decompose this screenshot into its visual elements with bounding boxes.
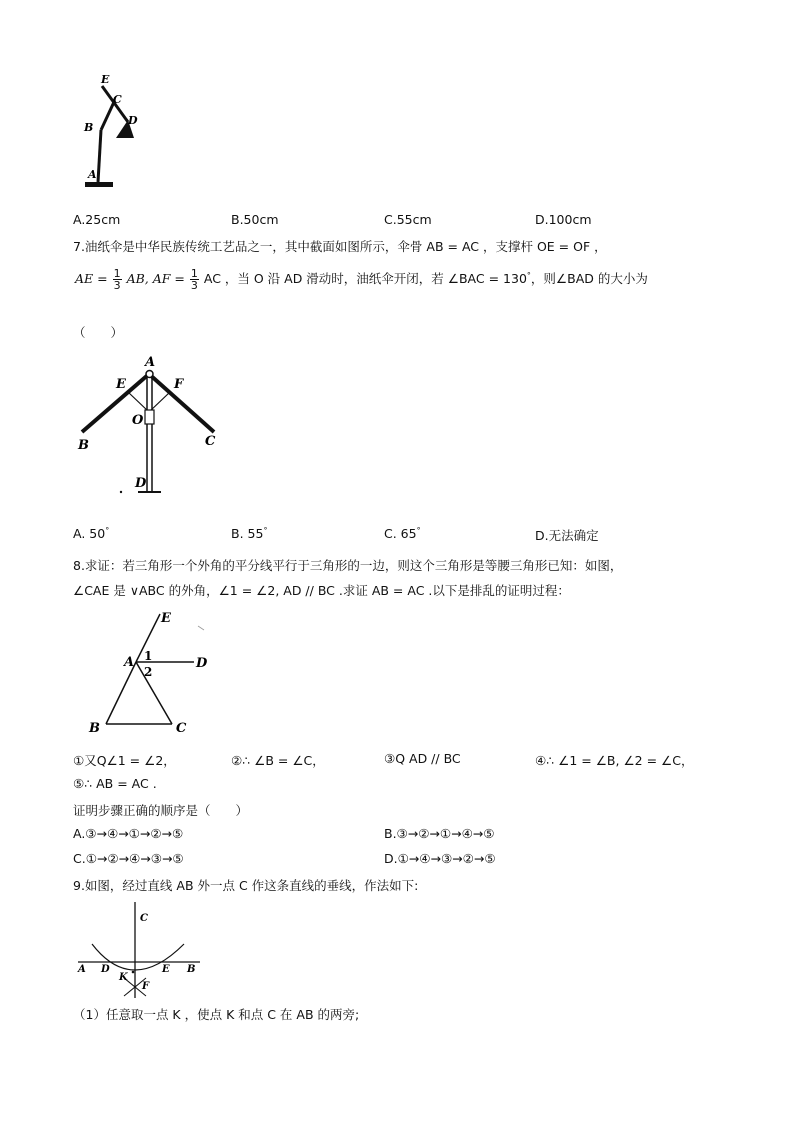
q8-question: 证明步骤正确的顺序是（ ） [73,803,249,818]
q6-option-a: A.25cm [73,212,121,227]
q8-label-d: D [196,656,208,671]
q9-label-k: K [119,972,128,983]
q6-label-b: B [84,121,94,134]
q7-option-c: C. 65° [384,526,421,542]
q9-label-c: C [140,913,148,924]
q7-eq-ae: AE = [75,271,108,286]
q7-stem-end: ，则∠BAD 的大小为 [530,271,648,286]
q7-label-b: B [78,438,89,453]
q8-label-angle2: 2 [144,665,153,679]
q9-label-a: A [78,964,86,975]
q9-label-d: D [101,964,110,975]
q6-label-a: A [88,168,97,181]
q7-option-a: A. 50° [73,526,110,542]
q8-stem-line1: 8.求证：若三角形一个外角的平分线平行于三角形的一边，则这个三角形是等腰三角形已知：如图， [73,558,623,573]
q8-step-2: ②∴ ∠B = ∠C， [231,753,325,768]
q7-stem-mid: AC ，当 O 沿 AD 滑动时，油纸伞开闭，若 ∠BAC = 130 [203,271,527,286]
q8-label-c: C [176,721,187,736]
q9-label-e: E [162,964,170,975]
q8-step-1: ①又Q∠1 = ∠2， [73,753,176,768]
q7-eq-af: AB, AF = [126,271,185,286]
q8-step-5: ⑤∴ AB = AC . [73,776,157,791]
q8-label-e: E [161,611,171,626]
q8-option-c: C.①→②→④→③→⑤ [73,851,184,866]
q9-step-1: （1）任意取一点 K ，使点 K 和点 C 在 AB 的两旁; [73,1007,360,1022]
q8-step-4: ④∴ ∠1 = ∠B, ∠2 = ∠C， [535,753,694,768]
q8-option-b: B.③→②→①→④→⑤ [384,826,495,841]
q7-label-c: C [205,434,216,449]
q6-option-c: C.55cm [384,212,432,227]
q6-option-d: D.100cm [535,212,592,227]
q8-stem-line2: ∠CAE 是 ∨ABC 的外角，∠1 = ∠2, AD // BC .求证 AB = AC .以下是排乱的证明过程： [73,583,570,598]
q9-label-b: B [187,964,196,975]
q6-label-d: D [128,114,138,127]
q7-label-a: A [145,355,156,370]
q8-option-a: A.③→④→①→②→⑤ [73,826,184,841]
q9-construction-figure [74,900,204,1000]
q7-stem-line1: 7.油纸伞是中华民族传统工艺品之一，其中截面如图所示，伞骨 AB = AC ，支撑杆 OE = OF ， [73,239,607,254]
q7-option-b: B. 55° [231,526,268,542]
q8-label-b: B [89,721,100,736]
q7-umbrella-figure [74,352,224,502]
q7-stem-line2 [75,268,648,291]
q9-label-f: F [142,981,150,992]
q7-fraction-1: $\frac{1}{3}$ [113,267,121,292]
q8-triangle-figure [84,606,224,740]
q7-answer-paren: （ ） [73,325,124,340]
q8-label-a: A [124,655,135,670]
q6-option-b: B.50cm [231,212,279,227]
q7-label-o: O [132,413,144,428]
q8-step-3: ③Q AD // BC [384,751,461,766]
q7-fraction-2: $\frac{1}{3}$ [190,267,198,292]
q7-label-f: F [174,377,184,392]
q7-option-d: D.无法确定 [535,528,599,543]
q6-label-c: C [113,93,122,106]
q6-label-e: E [101,73,110,86]
q7-label-e: E [116,377,126,392]
q7-degree: ° [526,270,531,280]
q8-label-angle1: 1 [144,649,153,663]
q8-option-d: D.①→④→③→②→⑤ [384,851,496,866]
q9-stem: 9.如图，经过直线 AB 外一点 C 作这条直线的垂线，作法如下: [73,878,419,893]
q7-label-d: D [135,476,147,491]
q6-figure [72,70,152,192]
